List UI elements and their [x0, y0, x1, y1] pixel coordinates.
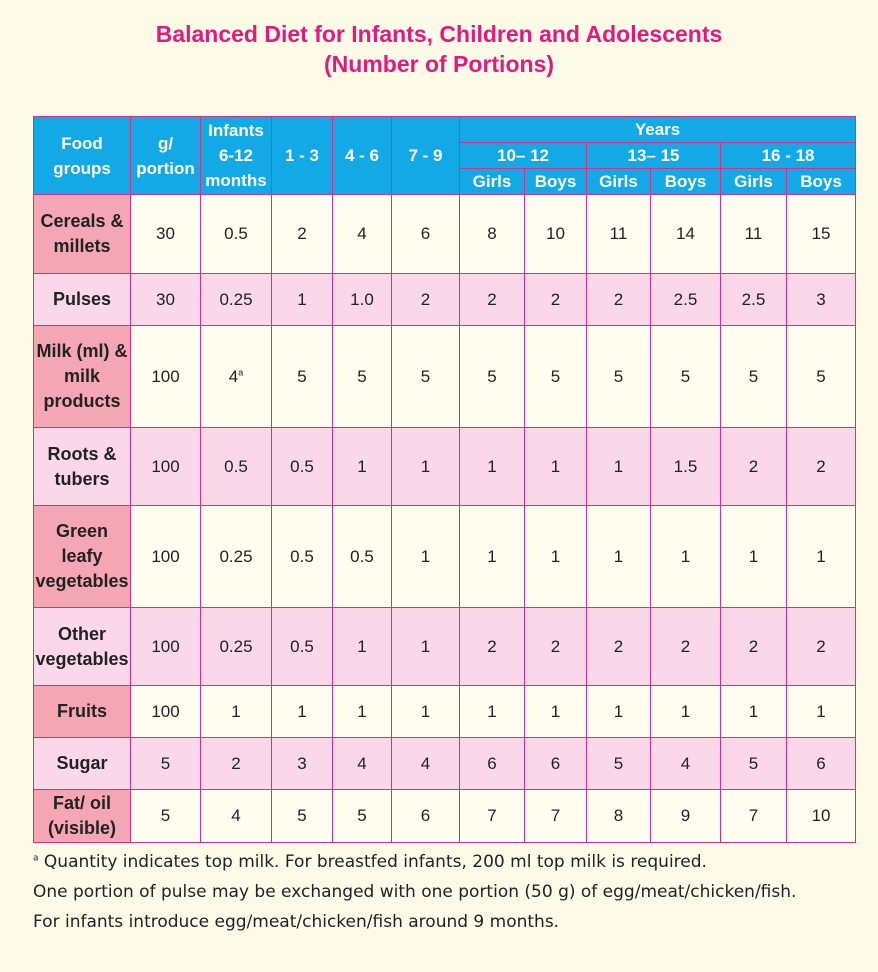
cell-girls-13-15: 5 [587, 326, 651, 428]
cell-7-9: 5 [392, 326, 460, 428]
cell-girls-16-18: 2 [721, 428, 787, 506]
food-group-line3: vegetables [35, 571, 129, 591]
cell-boys-13-15: 2 [651, 608, 721, 686]
cell-1-3: 2 [272, 195, 333, 274]
food-group-line3: products [43, 391, 121, 411]
table-row [34, 195, 856, 274]
header-girls-16-18: Girls [721, 169, 787, 195]
cell-girls-10-12: 8 [460, 195, 525, 274]
cell-g-portion: 5 [131, 738, 201, 790]
header-boys-16-18: Boys [787, 169, 856, 195]
food-group-cell [34, 506, 131, 608]
cell-boys-13-15: 1.5 [651, 428, 721, 506]
header-g-portion-line2: portion [136, 158, 195, 178]
page-subtitle: (Number of Portions) [324, 51, 554, 77]
cell-4-6: 4 [333, 195, 392, 274]
cell-4-6: 0.5 [333, 506, 392, 608]
cell-infants: 0.25 [201, 274, 272, 326]
table-row [34, 608, 856, 686]
cell-boys-16-18: 1 [787, 686, 856, 738]
cell-infants: 0.25 [201, 506, 272, 608]
cell-1-3: 1 [272, 274, 333, 326]
food-group-cell [34, 608, 131, 686]
cell-girls-13-15: 2 [587, 608, 651, 686]
cell-boys-13-15: 1 [651, 686, 721, 738]
cell-infants-value: 4 [228, 366, 239, 386]
cell-infants [201, 326, 272, 428]
header-food-groups-line1: Food [61, 133, 103, 153]
cell-boys-16-18: 6 [787, 738, 856, 790]
cell-girls-16-18: 7 [721, 790, 787, 843]
cell-boys-10-12: 1 [525, 686, 587, 738]
footnote-top-milk [33, 852, 707, 872]
cell-4-6: 5 [333, 790, 392, 843]
cell-7-9: 4 [392, 738, 460, 790]
cell-girls-13-15: 5 [587, 738, 651, 790]
cell-1-3: 5 [272, 790, 333, 843]
table-row [34, 738, 856, 790]
cell-g-portion: 30 [131, 195, 201, 274]
table-row [34, 790, 856, 843]
food-group-line1: Fat/ oil [53, 793, 111, 813]
food-group-line2: leafy [61, 546, 103, 566]
cell-7-9: 1 [392, 608, 460, 686]
header-age-1-3: 1 - 3 [272, 117, 333, 195]
cell-4-6: 1 [333, 608, 392, 686]
cell-g-portion: 100 [131, 608, 201, 686]
header-girls-13-15: Girls [587, 169, 651, 195]
header-age-16-18: 16 - 18 [721, 143, 856, 169]
header-age-10-12: 10– 12 [460, 143, 587, 169]
cell-girls-13-15: 2 [587, 274, 651, 326]
cell-boys-10-12: 2 [525, 608, 587, 686]
cell-girls-13-15: 1 [587, 686, 651, 738]
cell-girls-10-12: 1 [460, 506, 525, 608]
header-g-portion-line1: g/ [157, 133, 174, 153]
cell-boys-16-18: 1 [787, 506, 856, 608]
food-group-line1: Fruits [56, 701, 107, 721]
cell-girls-10-12: 2 [460, 274, 525, 326]
cell-g-portion: 100 [131, 428, 201, 506]
cell-boys-13-15: 9 [651, 790, 721, 843]
cell-4-6: 1 [333, 428, 392, 506]
cell-boys-16-18: 10 [787, 790, 856, 843]
cell-boys-16-18: 5 [787, 326, 856, 428]
cell-boys-10-12: 2 [525, 274, 587, 326]
food-group-line1: Cereals & [40, 211, 124, 231]
footnote-pulse-exchange: One portion of pulse may be exchanged with one portion (50 g) of egg/meat/chicken/fish. [33, 882, 797, 902]
cell-girls-13-15: 8 [587, 790, 651, 843]
cell-boys-10-12: 1 [525, 428, 587, 506]
footnote-infants-egg: For infants introduce egg/meat/chicken/fish around 9 months. [33, 912, 560, 932]
food-group-line1: Green [55, 521, 109, 541]
cell-g-portion: 30 [131, 274, 201, 326]
cell-boys-16-18: 15 [787, 195, 856, 274]
footnote-marker: a [33, 853, 39, 864]
cell-boys-13-15: 1 [651, 506, 721, 608]
cell-boys-10-12: 7 [525, 790, 587, 843]
header-boys-10-12: Boys [525, 169, 587, 195]
diet-table [33, 116, 856, 843]
food-group-cell [34, 790, 131, 843]
cell-girls-10-12: 2 [460, 608, 525, 686]
table-row [34, 326, 856, 428]
cell-infants: 0.5 [201, 428, 272, 506]
footnote-top-milk-text: Quantity indicates top milk. For breastfed infants, 200 ml top milk is required. [38, 852, 707, 872]
cell-7-9: 1 [392, 686, 460, 738]
header-age-13-15: 13– 15 [587, 143, 721, 169]
food-group-line1: Sugar [56, 753, 108, 773]
cell-infants: 0.25 [201, 608, 272, 686]
cell-infants: 0.5 [201, 195, 272, 274]
food-group-line1: Other [57, 623, 106, 644]
cell-boys-16-18: 2 [787, 428, 856, 506]
header-infants-line1: Infants [208, 121, 264, 140]
food-group-cell [34, 686, 131, 738]
cell-girls-10-12: 1 [460, 428, 525, 506]
cell-4-6: 1 [333, 686, 392, 738]
cell-girls-16-18: 5 [721, 738, 787, 790]
page-title: Balanced Diet for Infants, Children and Adolescents [155, 21, 723, 47]
cell-7-9: 2 [392, 274, 460, 326]
food-group-cell [34, 195, 131, 274]
cell-girls-10-12: 1 [460, 686, 525, 738]
cell-girls-16-18: 2.5 [721, 274, 787, 326]
cell-infants: 1 [201, 686, 272, 738]
header-food-groups [34, 117, 131, 195]
cell-girls-16-18: 5 [721, 326, 787, 428]
cell-boys-13-15: 4 [651, 738, 721, 790]
cell-1-3: 1 [272, 686, 333, 738]
cell-boys-13-15: 5 [651, 326, 721, 428]
cell-girls-16-18: 1 [721, 686, 787, 738]
cell-girls-16-18: 2 [721, 608, 787, 686]
food-group-line2: (visible) [47, 818, 117, 838]
header-girls-10-12: Girls [460, 169, 525, 195]
header-infants [201, 117, 272, 195]
food-group-cell [34, 738, 131, 790]
food-group-line2: tubers [54, 468, 110, 489]
cell-girls-16-18: 11 [721, 195, 787, 274]
food-group-line1: Roots & [47, 443, 117, 464]
header-age-7-9: 7 - 9 [392, 117, 460, 195]
cell-boys-16-18: 2 [787, 608, 856, 686]
food-group-line2: vegetables [35, 648, 129, 669]
cell-infants: 4 [201, 790, 272, 843]
cell-7-9: 1 [392, 428, 460, 506]
table-row [34, 686, 856, 738]
food-group-cell [34, 274, 131, 326]
cell-1-3: 0.5 [272, 506, 333, 608]
food-group-line2: milk [63, 366, 101, 386]
cell-1-3: 0.5 [272, 428, 333, 506]
table-row [34, 428, 856, 506]
cell-7-9: 6 [392, 790, 460, 843]
cell-4-6: 1.0 [333, 274, 392, 326]
cell-4-6: 5 [333, 326, 392, 428]
table-row [34, 274, 856, 326]
cell-boys-10-12: 5 [525, 326, 587, 428]
header-infants-line2: 6-12 [218, 146, 254, 165]
header-age-4-6: 4 - 6 [333, 117, 392, 195]
cell-girls-13-15: 1 [587, 428, 651, 506]
cell-boys-13-15: 14 [651, 195, 721, 274]
cell-girls-13-15: 11 [587, 195, 651, 274]
cell-boys-10-12: 1 [525, 506, 587, 608]
cell-boys-16-18: 3 [787, 274, 856, 326]
header-g-portion [131, 117, 201, 195]
cell-infants: 2 [201, 738, 272, 790]
cell-g-portion: 100 [131, 686, 201, 738]
cell-4-6: 4 [333, 738, 392, 790]
cell-boys-13-15: 2.5 [651, 274, 721, 326]
food-group-line1: Pulses [52, 289, 112, 309]
footnote-marker: a [238, 366, 244, 377]
cell-7-9: 1 [392, 506, 460, 608]
cell-girls-10-12: 6 [460, 738, 525, 790]
cell-7-9: 6 [392, 195, 460, 274]
food-group-line2: millets [53, 236, 111, 256]
cell-boys-10-12: 10 [525, 195, 587, 274]
food-group-cell [34, 428, 131, 506]
cell-g-portion: 100 [131, 326, 201, 428]
header-years: Years [460, 117, 856, 143]
cell-g-portion: 100 [131, 506, 201, 608]
cell-1-3: 5 [272, 326, 333, 428]
cell-girls-13-15: 1 [587, 506, 651, 608]
food-group-line1: Milk (ml) & [36, 341, 128, 361]
cell-girls-16-18: 1 [721, 506, 787, 608]
cell-girls-10-12: 5 [460, 326, 525, 428]
header-food-groups-line2: groups [53, 158, 111, 178]
table-row [34, 506, 856, 608]
cell-boys-10-12: 6 [525, 738, 587, 790]
header-infants-line3: months [205, 171, 267, 190]
header-boys-13-15: Boys [651, 169, 721, 195]
cell-girls-10-12: 7 [460, 790, 525, 843]
cell-1-3: 0.5 [272, 608, 333, 686]
food-group-cell [34, 326, 131, 428]
cell-1-3: 3 [272, 738, 333, 790]
cell-g-portion: 5 [131, 790, 201, 843]
